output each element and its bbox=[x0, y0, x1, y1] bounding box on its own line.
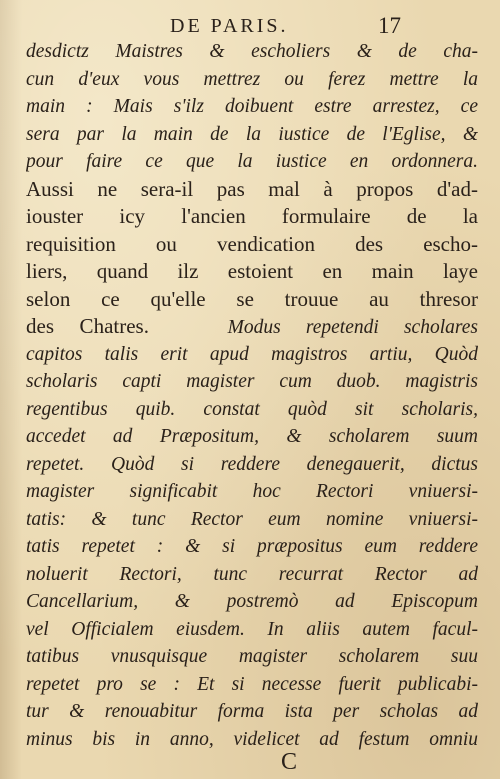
text-line: selon ce qu'elle se trouue au thresor bbox=[26, 286, 478, 311]
text-italic-part: Modus repetendi scholares bbox=[227, 317, 478, 338]
running-title: DE PARIS. bbox=[170, 15, 289, 37]
text-line: repetet pro se : Et si necesse fuerit publicabi- bbox=[26, 673, 478, 695]
text-line: iouster icy l'ancien formulaire de la bbox=[26, 204, 478, 228]
text-line: regentibus quib. constat quòd sit scholaris, bbox=[26, 398, 478, 420]
text-line: noluerit Rectori, tunc recurrat Rector ad bbox=[26, 563, 478, 585]
text-roman-part: des Chatres. bbox=[26, 314, 149, 338]
text-line: repetet. Quòd si reddere denegauerit, dictus bbox=[26, 453, 478, 475]
text-line: accedet ad Præpositum, & scholarem suum bbox=[26, 426, 478, 447]
text-line: minus bis in anno, videlicet ad festum omniu bbox=[26, 728, 478, 750]
text-line: desdictz Maistres & escholiers & de cha- bbox=[26, 41, 478, 62]
text-line: magister significabit hoc Rectori vniuersi- bbox=[26, 481, 478, 502]
body-text bbox=[26, 38, 478, 753]
text-line: tur & renouabitur forma ista per scholas ad bbox=[26, 701, 478, 722]
text-line: requisition ou vendication des escho- bbox=[26, 231, 478, 256]
text-line: liers, quand ilz estoient en main laye bbox=[26, 259, 478, 283]
text-line: vel Officialem eiusdem. In aliis autem facul- bbox=[26, 618, 478, 640]
text-line: Cancellarium, & postremò ad Episcopum bbox=[26, 591, 478, 612]
text-line-mixed bbox=[26, 313, 478, 341]
text-line: capitos talis erit apud magistros artiu, Quòd bbox=[26, 343, 478, 365]
text-line: tatis: & tunc Rector eum nomine vniuersi- bbox=[26, 508, 478, 530]
text-line: Aussi ne sera-il pas mal à propos d'ad- bbox=[26, 176, 478, 201]
signature-mark: C bbox=[281, 749, 298, 775]
text-line: sera par la main de la iustice de l'Eglise, & bbox=[26, 123, 478, 145]
text-line: scholaris capti magister cum duob. magistris bbox=[26, 371, 478, 392]
text-line: tatibus vnusquisque magister scholarem suu bbox=[26, 646, 478, 667]
text-line: pour faire ce que la iustice en ordonnera. bbox=[26, 151, 478, 172]
text-line: cun d'eux vous mettrez ou ferez mettre la bbox=[26, 68, 478, 90]
page-number: 17 bbox=[378, 13, 401, 38]
text-line: tatis repetet : & si præpositus eum reddere bbox=[26, 536, 478, 557]
text-line: main : Mais s'ilz doibuent estre arrestez, ce bbox=[26, 96, 478, 117]
